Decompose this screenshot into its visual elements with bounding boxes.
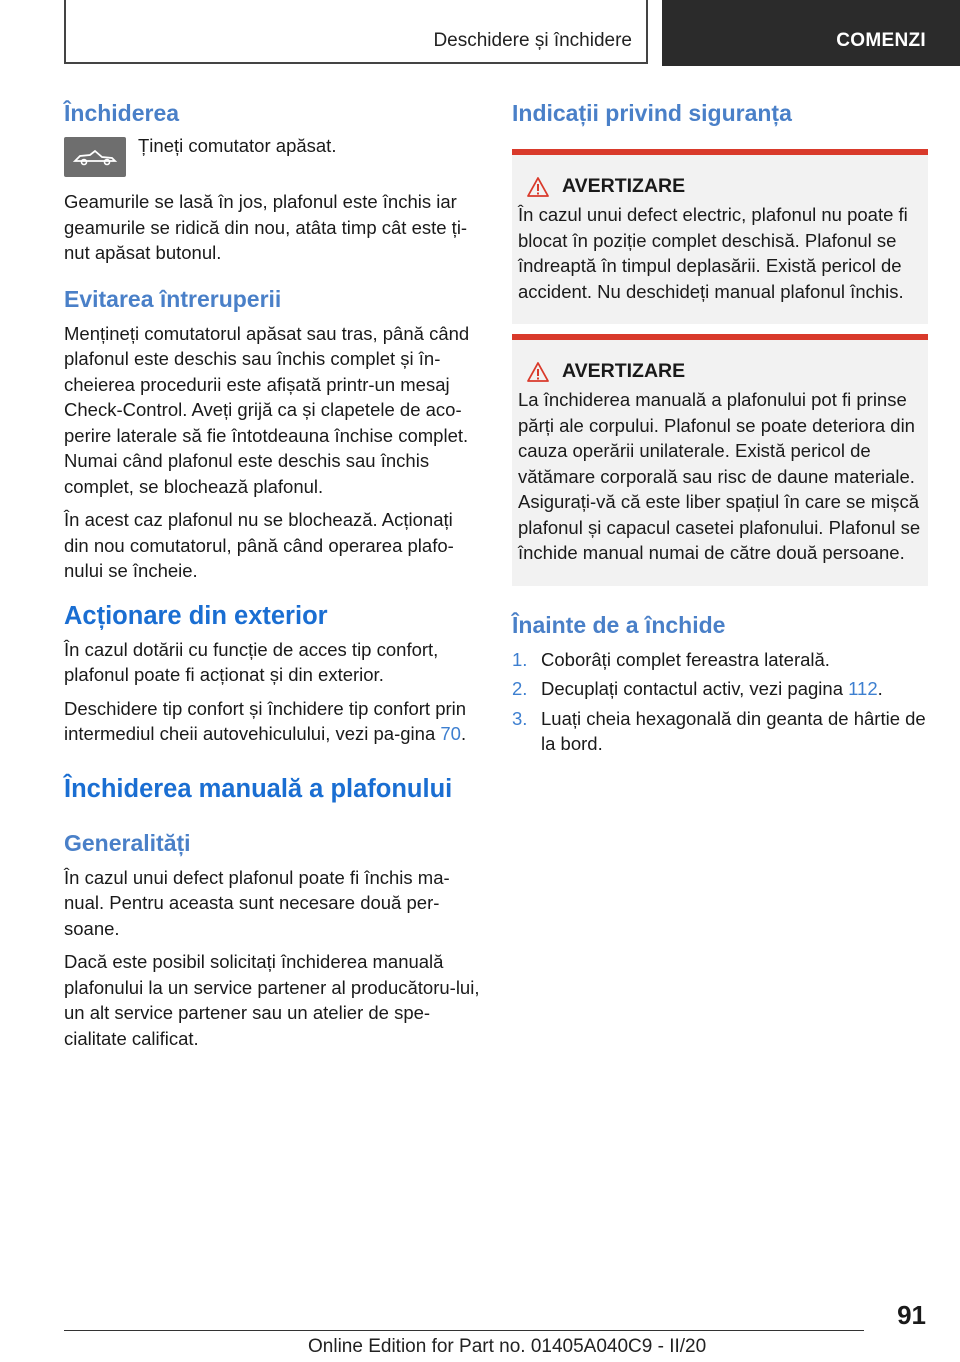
exterior-paragraph-2-end: . bbox=[460, 723, 467, 744]
safety-heading: Indicații privind siguranța bbox=[512, 100, 792, 126]
warning-triangle-icon bbox=[526, 361, 550, 383]
header-chapter-tab bbox=[662, 0, 960, 66]
manual-closing-heading: Închiderea manuală a plafonului bbox=[64, 774, 453, 803]
list-item bbox=[512, 647, 928, 673]
closing-icon-text: Țineți comutator apăsat. bbox=[138, 135, 337, 156]
interrupt-paragraph-2: În acest caz plafonul nu se blochează. Acționați din nou comutatorul, până când operarea plafo-nului se încheie. bbox=[64, 509, 454, 581]
closing-heading: Închiderea bbox=[64, 100, 180, 126]
closing-body: Geamurile se lasă în jos, plafonul este închis iar geamurile se ridică din nou, atâta timp cât este ți-nut apăsat butonul. bbox=[64, 191, 468, 263]
warning-text-2: La închiderea manuală a plafonului pot fi prinse părți ale corpului. Plafonul se poate deteriora din cauza operării unilaterale. Există pericol de vătămare corporală sau risc de daune materiale. Asigurați-vă că este liber spațiul în care se mișcă plafonul și capacul casetei plafonului. Plafonul se închide manual numai de către două persoane. bbox=[518, 389, 921, 563]
page-link-112[interactable]: 112 bbox=[848, 678, 878, 699]
step-text-wrap bbox=[541, 676, 883, 702]
footer-edition: Online Edition for Part no. 01405A040C9 - II/20 bbox=[308, 1336, 707, 1357]
steps-list bbox=[512, 647, 928, 757]
step-number: 1. bbox=[512, 648, 528, 670]
convertible-roof-icon bbox=[64, 137, 126, 177]
step-text: Coborâți complet fereastra laterală. bbox=[541, 648, 830, 670]
before-closing-heading: Înainte de a închide bbox=[512, 611, 726, 638]
warning-text-1: În cazul unui defect electric, plafonul nu poate fi blocat în poziție complet deschisă. Plafonul se îndreaptă în timpul deplasării. Există pericol de accident. Nu deschideți manual plafonul închis. bbox=[518, 204, 908, 302]
left-column bbox=[64, 100, 482, 1051]
closing-icon-row bbox=[64, 137, 482, 177]
list-item bbox=[512, 676, 928, 702]
warning-triangle-icon bbox=[526, 176, 550, 198]
header-chapter-label: COMENZI bbox=[836, 30, 926, 51]
general-paragraph-1: În cazul unui defect plafonul poate fi închis ma-nual. Pentru aceasta sunt necesare două per-soane. bbox=[64, 866, 450, 939]
warning-title-2 bbox=[526, 360, 922, 383]
step-number: 2. bbox=[512, 678, 528, 699]
general-heading: Generalități bbox=[64, 829, 191, 856]
exterior-heading: Acționare din exterior bbox=[64, 601, 328, 630]
warning-label-2: AVERTIZARE bbox=[562, 360, 686, 382]
step-text: Decuplați contactul activ, vezi pagina bbox=[541, 678, 843, 699]
general-paragraph-2: Dacă este posibil solicitați închiderea manuală plafonului la un service partener al producătoru-lui, un alt service partener sau un atelier de spe-cialitate calificat. bbox=[64, 951, 480, 1049]
step-text: Luați cheia hexagonală din geanta de hârtie de la bord. bbox=[541, 707, 926, 754]
list-item bbox=[512, 706, 928, 757]
exterior-paragraph-1: În cazul dotării cu funcție de acces tip confort, plafonul poate fi acționat și din exterior. bbox=[64, 638, 439, 685]
step-number: 3. bbox=[512, 707, 528, 729]
exterior-paragraph-2-text: Deschidere tip confort și închidere tip confort prin intermediul cheii autovehiculului, vezi pa-gina bbox=[64, 697, 467, 744]
right-column bbox=[512, 100, 928, 761]
header-section-box bbox=[64, 0, 648, 64]
footer-divider bbox=[64, 1330, 864, 1331]
warning-label-1: AVERTIZARE bbox=[562, 175, 686, 197]
step-text-end: . bbox=[877, 678, 883, 699]
warning-box-2 bbox=[512, 334, 928, 586]
interrupt-heading: Evitarea întreruperii bbox=[64, 285, 282, 312]
page-link-70[interactable]: 70 bbox=[440, 723, 461, 744]
interrupt-paragraph-1: Mențineți comutatorul apăsat sau tras, până când plafonul este deschis sau închis complet și în-cheierea procedurii este afișată printr-un mesaj Check-Control. Aveți grijă ca și clapetele de aco-perire laterale să fie întotdeauna închise complet. Numai când plafonul este deschis sau închis complet, se blochează plafonul. bbox=[64, 322, 470, 497]
exterior-paragraph-2 bbox=[64, 696, 482, 747]
header-section-title: Deschidere și închidere bbox=[433, 30, 632, 51]
warning-title-1 bbox=[526, 175, 922, 198]
page-number: 91 bbox=[897, 1300, 926, 1330]
warning-box-1 bbox=[512, 149, 928, 324]
